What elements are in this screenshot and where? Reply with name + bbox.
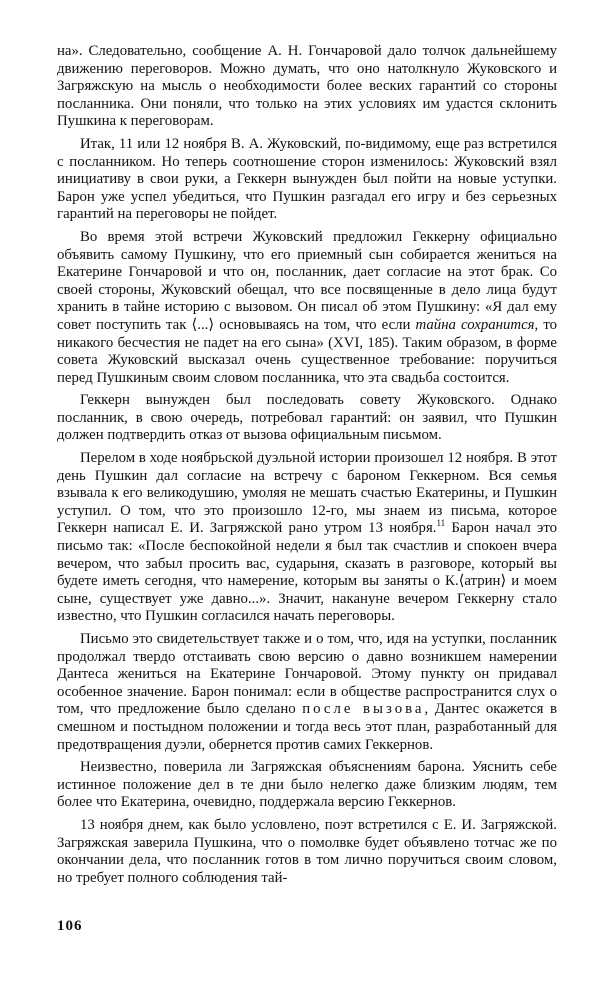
- text-run: Барон начал это письмо так: «После беспокойной недели я был так счастлив и спокоен вчера вечером, что забыл просить вас, сударыня, сказать в разговоре, который вы будете иметь сегодня, что намерение, которым вы заняты о К.⟨атрин⟩ и моем сыне, существует уже давно...». Значит, накануне вечером Геккерну стало известно, что Пушкин согласился начать переговоры.: [57, 520, 557, 625]
- paragraph: [57, 392, 557, 445]
- paragraph: [57, 229, 557, 387]
- text-run: Письмо это свидетельствует также и о том, что, идя на уступки, посланник продолжал твердо отстаивать свою версию о давно возникшем намерении Дантеса жениться на Екатерине Гончаровой. Этому пункту он придавал особенное значение. Барон понимал: если в обществе распространится слух о том, что предложение было сделано: [57, 631, 557, 718]
- text-run: Неизвестно, поверила ли Загряжская объяснениям барона. Уяснить себе истинное положение дел в те дни было нелегко даже близким людям, тем более что Екатерина, очевидно, поддержала версию Геккернов.: [57, 759, 557, 811]
- text-run: , Дантес окажется в смешном и постыдном положении и тогда весь этот план, разработанный для предотвращения дуэли, обернется против самих Геккернов.: [57, 701, 557, 753]
- text-run: Итак, 11 или 12 ноября В. А. Жуковский, по-видимому, еще раз встретился с посланником. Но теперь соотношение сторон изменилось: Жуковский взял инициативу в свои руки, а Геккерн вынужден был пойти на новые уступки. Барон уже успел убедиться, что Пушкин разгадал его игру и без серьезных гарантий на переговоры не пойдет.: [57, 135, 557, 223]
- paragraph: [57, 759, 557, 812]
- italic-text: тайна сохранится: [415, 316, 535, 333]
- paragraph: [57, 450, 557, 626]
- text-run: Геккерн вынужден был последовать совету Жуковского. Однако посланник, в свою очередь, потребовал гарантий: он заявил, что Пушкин должен подтвердить отказ от вызова официальным письмом.: [57, 392, 557, 444]
- text-run: , то никакого бесчестия не падет на его сына» (XVI, 185). Таким образом, в форме совета Жуковский высказал очень существенное требование: поручиться перед Пушкиным своим словом посланника, что эта свадьба состоится.: [57, 316, 557, 386]
- paragraph: [57, 631, 557, 754]
- text-run: на». Следовательно, сообщение А. Н. Гончаровой дало толчок дальнейшему движению переговоров. Можно думать, что оно натолкнуло Жуковского и Загряжскую на мысль о необходимости более веских гарантий со стороны посланника. Они поняли, что только на этих условиях им удастся склонить Пушкина к переговорам.: [57, 43, 557, 130]
- text-run: Во время этой встречи Жуковский предложил Геккерну официально объявить самому Пушкину, что его приемный сын собирается жениться на Екатерине Гончаровой и что он, посланник, дает согласие на этот брак. Со своей стороны, Жуковский обещал, что все посвященные в дело лица будут хранить в тайне историю с вызовом. Он писал об этом Пушкину: «Я дал ему совет поступить так ⟨...⟩ основываясь на том, что если: [57, 228, 557, 333]
- text-run: Перелом в ходе ноябрьской дуэльной истории произошел 12 ноября. В этот день Пушкин дал согласие на встречу с бароном Геккерном. Вся семья взывала к его великодушию, умоляя не мешать счастью Екатерины, и Пушкин уступил. О том, что это произошло 12-го, мы знаем из письма, которое Геккерн написал Е. И. Загряжской рано утром 13 ноября.: [57, 450, 557, 537]
- spaced-emphasis: после вызова: [302, 701, 425, 718]
- text-run: 13 ноября днем, как было условлено, поэт встретился с Е. И. Загряжской. Загряжская заверила Пушкина, что о помолвке будет объявлено тотчас же по окончании дела, что посланник готов в том лично поручиться своим словом, но требует полного соблюдения тай-: [57, 816, 557, 886]
- footnote-ref: 11: [436, 518, 446, 529]
- paragraph: [57, 136, 557, 224]
- paragraph: [57, 43, 557, 131]
- page-number: 106: [57, 918, 83, 934]
- paragraph: [57, 817, 557, 887]
- body-text: [57, 43, 557, 892]
